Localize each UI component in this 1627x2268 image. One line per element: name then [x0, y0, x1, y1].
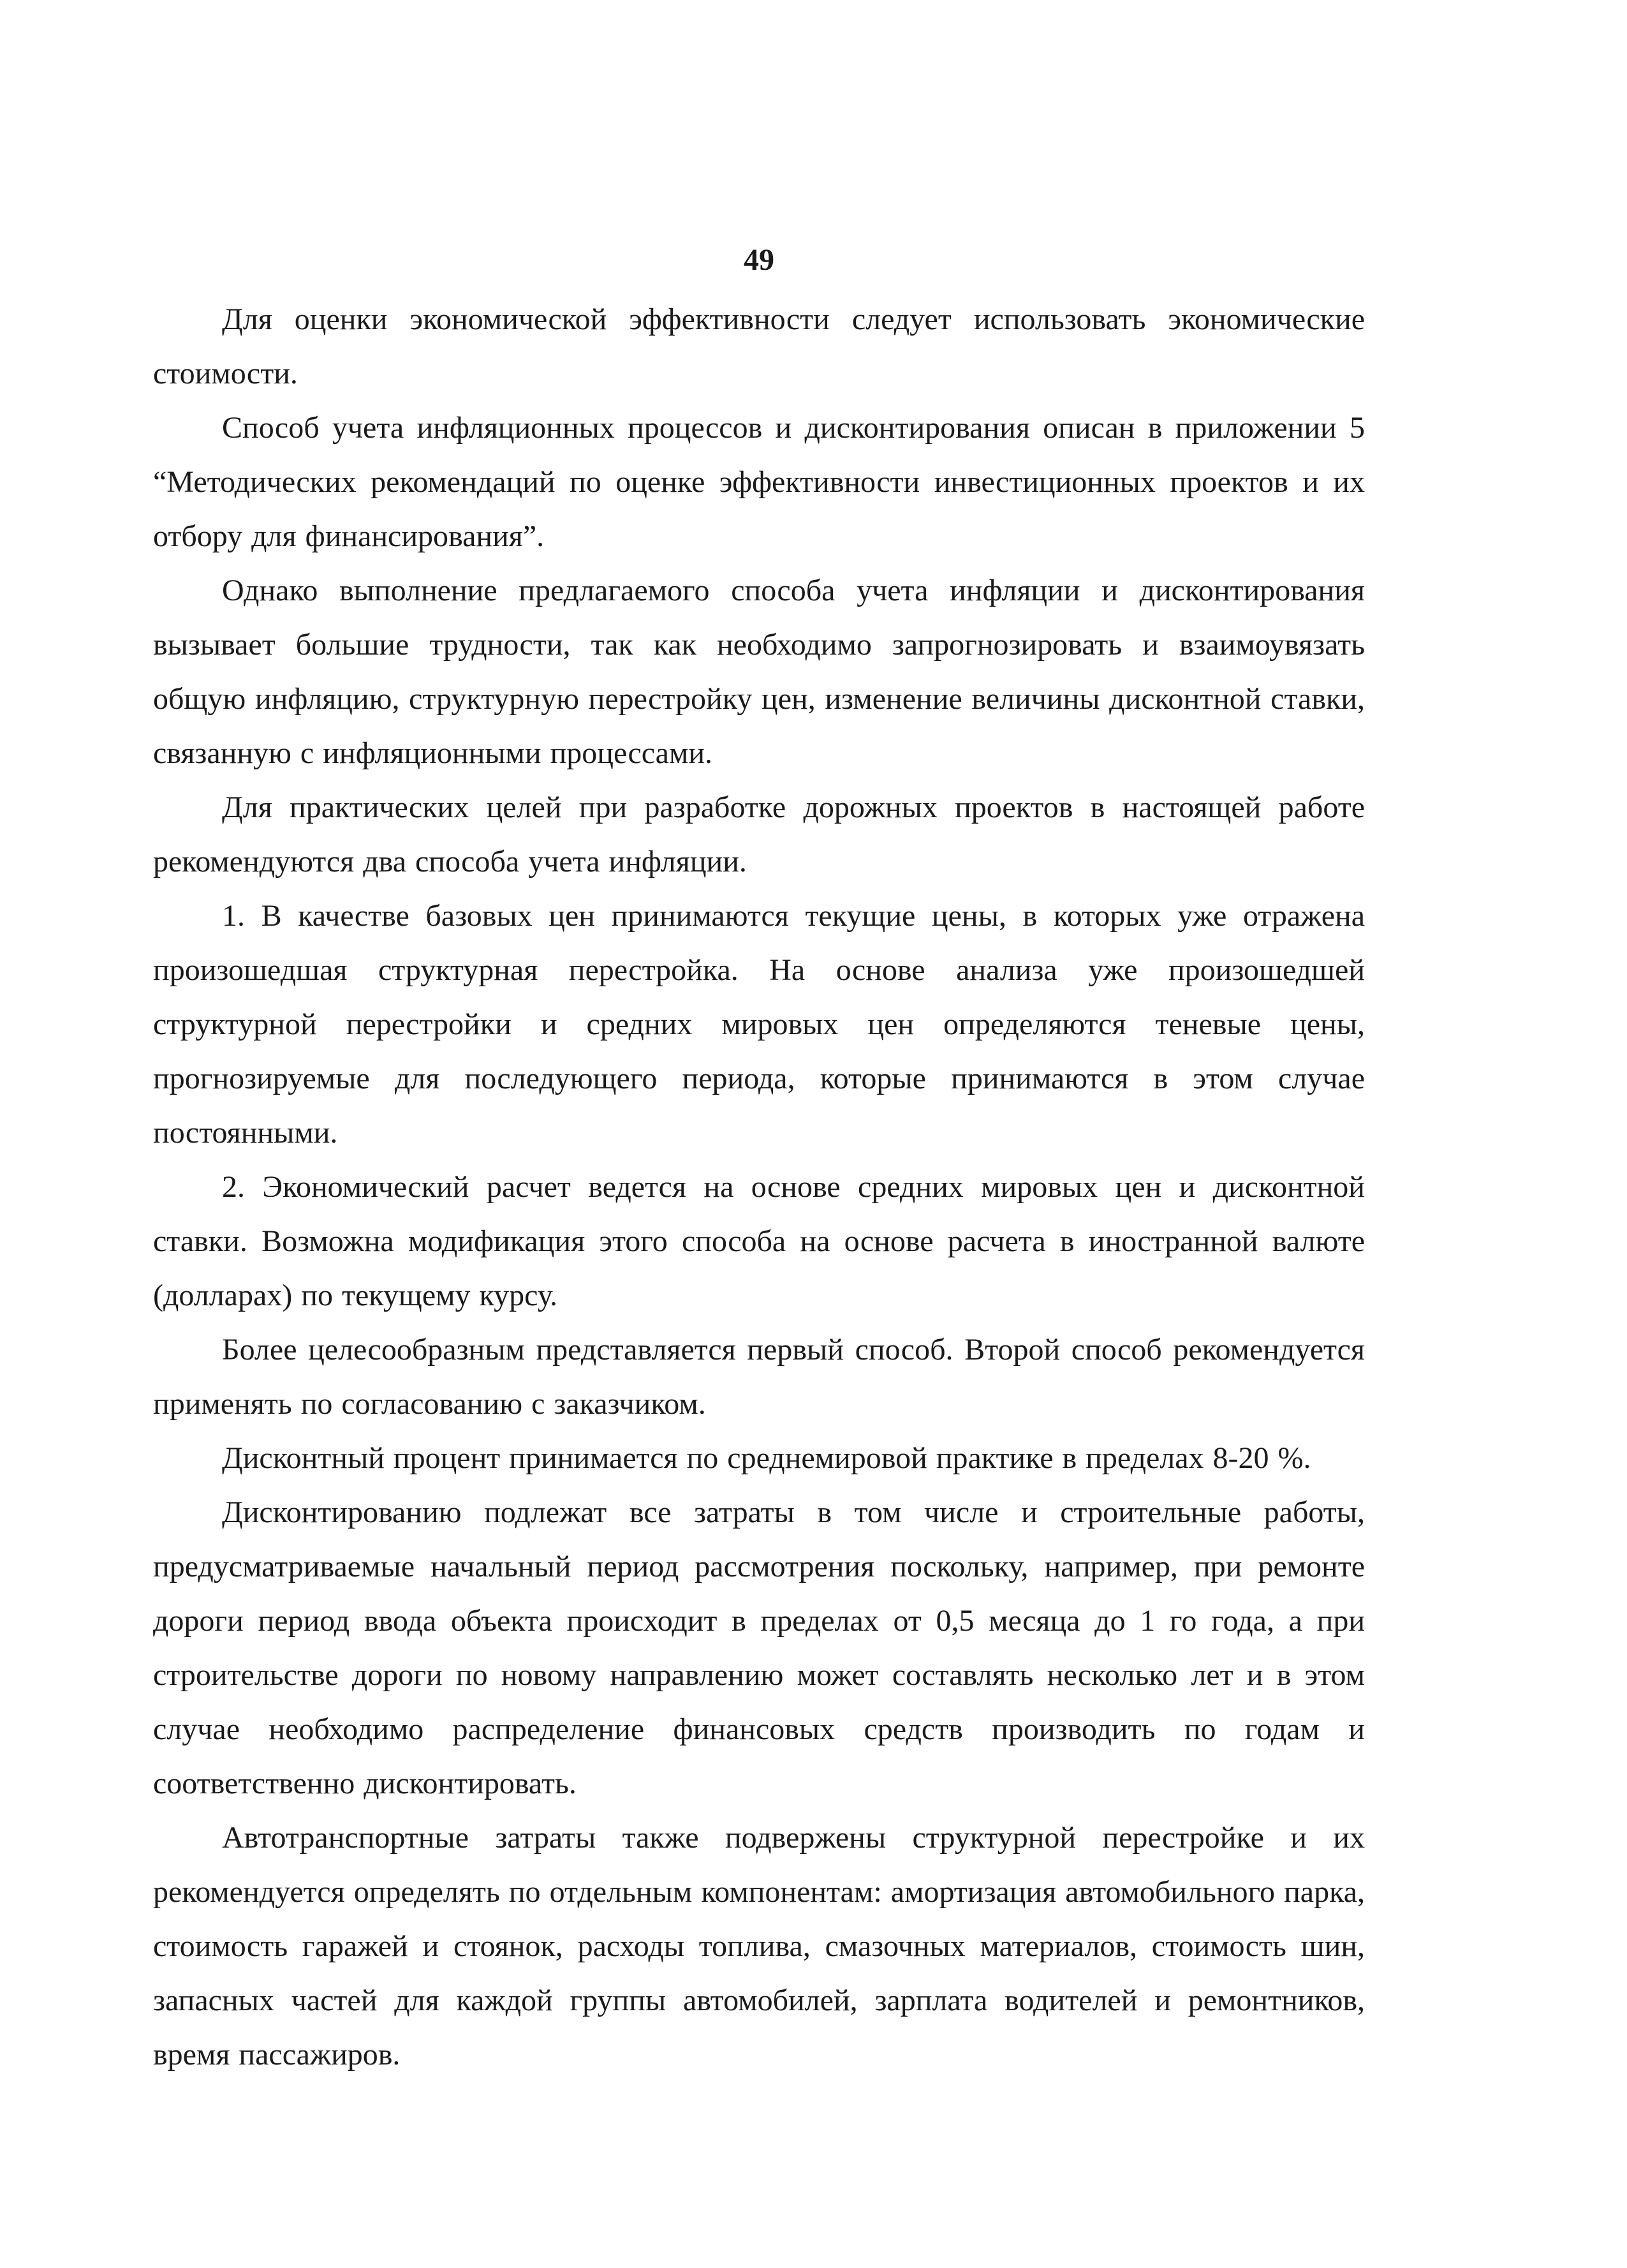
paragraph-practical-methods: Для практических целей при разработке дорожных проектов в настоящей работе рекомендуются два способа учета инфляции.	[153, 790, 1365, 878]
paragraph-preferred-method: Более целесообразным представляется первый способ. Второй способ рекомендуется применять по согласованию с заказчиком.	[153, 1333, 1365, 1421]
paragraph-inflation-method: Способ учета инфляционных процессов и дисконтирования описан в приложении 5 “Методических рекомендаций по оценке эффективности инвестиционных проектов и их отбору для финансирования”.	[153, 411, 1365, 553]
page-number: 49	[744, 243, 774, 277]
paragraph-discount-rate: Дисконтный процент принимается по среднемировой практике в пределах 8-20 %.	[222, 1441, 1311, 1475]
text-body	[153, 292, 1365, 2082]
paragraph-difficulties: Однако выполнение предлагаемого способа учета инфляции и дисконтирования вызывает большие трудности, так как необходимо запрогнозировать и взаимоувязать общую инфляцию, структурную перестройку цен, изменение величины дисконтной ставки, связанную с инфляционными процессами.	[153, 574, 1365, 770]
paragraph-method-two: 2. Экономический расчет ведется на основе средних мировых цен и дисконтной ставки. Возможна модификация этого способа на основе расчета в иностранной валюте (долларах) по текущему курсу.	[153, 1170, 1365, 1312]
paragraph-economic-costs: Для оценки экономической эффективности следует использовать экономические стоимости.	[153, 302, 1365, 390]
paragraph-transport-costs: Автотранспортные затраты также подвержены структурной перестройке и их рекомендуется определять по отдельным компонентам: амортизация автомобильного парка, стоимость гаражей и стоянок, расходы топлива, смазочных материалов, стоимость шин, запасных частей для каждой группы автомобилей, зарплата водителей и ремонтников, время пассажиров.	[153, 1821, 1365, 2072]
paragraph-method-one: 1. В качестве базовых цен принимаются текущие цены, в которых уже отражена произошедшая структурная перестройка. На основе анализа уже произошедшей структурной перестройки и средних мировых цен определяются теневые цены, прогнозируемые для последующего периода, которые принимаются в этом случае постоянными.	[153, 899, 1365, 1150]
paragraph-discounting-costs: Дисконтированию подлежат все затраты в том числе и строительные работы, предусматриваемые начальный период рассмотрения поскольку, например, при ремонте дороги период ввода объекта происходит в пределах от 0,5 месяца до 1 го года, а при строительстве дороги по новому направлению может составлять несколько лет и в этом случае необходимо распределение финансовых средств производить по годам и соответственно дисконтировать.	[153, 1495, 1365, 1800]
